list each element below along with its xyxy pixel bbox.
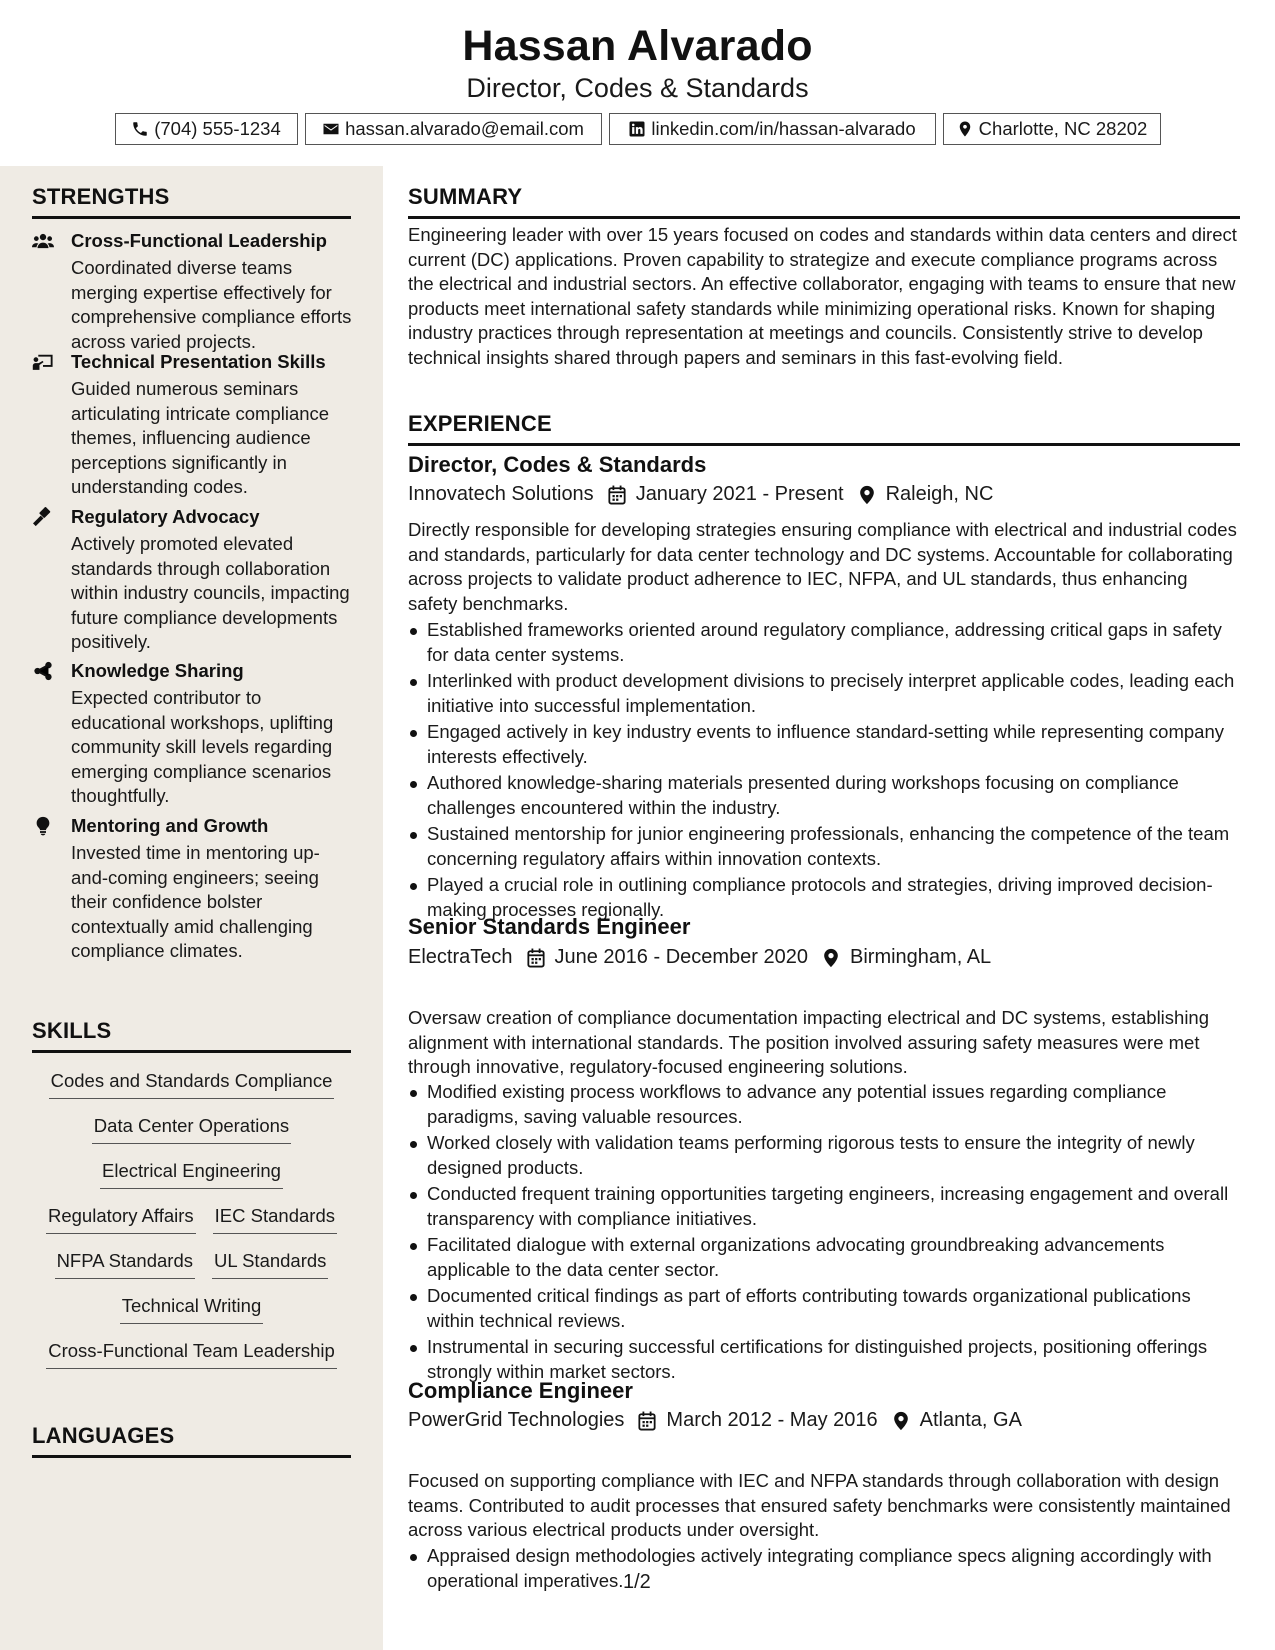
bullet-item: Appraised design methodologies actively integrating compliance specs aligning accordingly with operational imperatives. — [408, 1544, 1240, 1593]
bullet-item: Played a crucial role in outlining compliance protocols and strategies, driving improved decision-making processes regionally. — [408, 873, 1240, 922]
skills-title: SKILLS — [32, 1018, 112, 1043]
gavel-icon — [32, 507, 56, 527]
candidate-name: Hassan Alvarado — [462, 22, 813, 70]
share-icon — [32, 661, 56, 681]
map-pin-icon — [956, 120, 974, 138]
bullet-item: Sustained mentorship for junior engineering professionals, enhancing the competence of the team concerning regulatory affairs within innovation contexts. — [408, 822, 1240, 871]
contact-linkedin-text: linkedin.com/in/hassan-alvarado — [651, 118, 916, 139]
map-pin-icon — [892, 1411, 910, 1431]
job-description-visible: Oversaw creation of compliance documentation impacting electrical and DC systems, establishing alignment with international standards. The position involved assuring safety measures were met through innovative, regulatory-focused engineering solutions. — [408, 1007, 1210, 1077]
section-divider — [408, 216, 1240, 219]
job-company: Innovatech Solutions — [408, 483, 594, 505]
section-divider — [32, 216, 351, 219]
bullet-item: Facilitated dialogue with external organizations advocating groundbreaking advancements applicable to the data center sector. — [408, 1233, 1240, 1282]
resume-header — [0, 0, 1275, 166]
languages-title: LANGUAGES — [32, 1423, 175, 1448]
skill-tag: Technical Writing — [120, 1293, 264, 1324]
strength-title: Cross-Functional Leadership — [71, 230, 327, 251]
job-title: Director, Codes & Standards — [408, 452, 707, 477]
skills-section-header — [32, 1018, 351, 1053]
bullet-item: Documented critical findings as part of efforts contributing towards organizational publications within technical reviews. — [408, 1284, 1240, 1333]
bullet-item: Interlinked with product development divisions to precisely interpret applicable codes, leading each initiative into successful implementation. — [408, 669, 1240, 718]
job-bullets — [408, 1544, 1240, 1595]
strength-description: Guided numerous seminars articulating intricate compliance themes, influencing audience perceptions significantly in understanding codes. — [71, 378, 330, 497]
contact-phone[interactable] — [115, 113, 298, 145]
contact-phone-text: (704) 555-1234 — [154, 118, 281, 139]
bullet-item: Established frameworks oriented around regulatory compliance, addressing critical gaps in safety for data center systems. — [408, 618, 1240, 667]
skill-tag: Cross-Functional Team Leadership — [46, 1338, 337, 1369]
skill-tag: Data Center Operations — [92, 1113, 291, 1144]
job-title: Compliance Engineer — [408, 1378, 633, 1403]
map-pin-icon — [822, 948, 840, 968]
job-meta — [408, 1409, 1022, 1432]
languages-section-header — [32, 1423, 351, 1458]
skill-tag: NFPA Standards — [55, 1248, 195, 1279]
job-dates: January 2021 - Present — [635, 483, 844, 505]
job-meta — [408, 483, 993, 506]
users-icon — [32, 231, 56, 251]
job-bullets — [408, 1080, 1240, 1386]
sidebar — [0, 166, 383, 1650]
strength-title: Technical Presentation Skills — [71, 351, 326, 372]
bullet-item: Instrumental in securing successful certifications for distinguished projects, positioning offerings strongly within market sectors. — [408, 1335, 1240, 1384]
section-divider — [408, 443, 1240, 446]
phone-icon — [131, 120, 149, 138]
strength-description: Coordinated diverse teams merging expertise effectively for comprehensive compliance efforts across varied projects. — [71, 257, 352, 352]
summary-section-header — [408, 184, 1240, 219]
job-description: Focused on supporting compliance with IEC and NFPA standards through collaboration with design teams. Contributed to audit processes that ensured safety benchmarks were consistently maintained across various electrical products under oversight. — [408, 1470, 1231, 1540]
linkedin-icon — [628, 120, 646, 138]
contact-bar — [0, 113, 1275, 145]
contact-location-text: Charlotte, NC 28202 — [978, 118, 1148, 139]
job-bullets — [408, 618, 1240, 924]
skills-list — [32, 1068, 351, 1383]
skill-tag: Electrical Engineering — [100, 1158, 283, 1189]
job-meta — [408, 946, 991, 969]
strength-description: Actively promoted elevated standards through collaboration within industry councils, impacting future compliance developments positively. — [71, 533, 350, 652]
page-number: 1/2 — [623, 1571, 651, 1593]
contact-email-text: hassan.alvarado@email.com — [345, 118, 584, 139]
section-divider — [32, 1455, 351, 1458]
job-location: Atlanta, GA — [919, 1409, 1022, 1431]
candidate-role: Director, Codes & Standards — [466, 73, 809, 103]
contact-email[interactable] — [305, 113, 602, 145]
strength-description: Invested time in mentoring up-and-coming engineers; seeing their confidence bolster contextually amid challenging compliance climates. — [71, 842, 320, 961]
experience-section-header — [408, 411, 1240, 446]
bullet-item: Modified existing process workflows to advance any potential issues regarding compliance paradigms, saving valuable resources. — [408, 1080, 1240, 1129]
summary-text: Engineering leader with over 15 years focused on codes and standards within data centers and direct current (DC) applications. Proven capability to strategize and execute compliance programs across the electrical and industrial sectors. An effective collaborator, engaging with teams to ensure that new products meet international safety standards while minimizing operational risks. Known for shaping industry practices through representation at meetings and councils. Consistently strive to develop technical insights shared through papers and seminars in this fast-evolving field. — [408, 224, 1237, 368]
map-pin-icon — [858, 485, 876, 505]
calendar-icon — [638, 1411, 656, 1431]
job-company: ElectraTech — [408, 946, 513, 968]
job-location: Birmingham, AL — [850, 946, 992, 968]
skill-tag: Codes and Standards Compliance — [49, 1068, 335, 1099]
summary-title: SUMMARY — [408, 184, 523, 209]
strength-title: Regulatory Advocacy — [71, 506, 260, 527]
presentation-icon — [32, 352, 56, 372]
envelope-icon — [322, 120, 340, 138]
calendar-icon — [608, 485, 626, 505]
job-description: Directly responsible for developing strategies ensuring compliance with electrical and industrial codes and standards, particularly for data center technology and DC systems. Accountable for collaborating across projects to validate product adherence to IEC, NFPA, and UL standards, thus enhancing safety benchmarks. — [408, 519, 1237, 614]
skill-tag: IEC Standards — [213, 1203, 337, 1234]
strength-description: Expected contributor to educational workshops, uplifting community skill levels regarding emerging compliance scenarios thoughtfully. — [71, 687, 334, 806]
bullet-item: Engaged actively in key industry events to influence standard-setting while representing company interests effectively. — [408, 720, 1240, 769]
calendar-icon — [527, 948, 545, 968]
bullet-item: Authored knowledge-sharing materials presented during workshops focusing on compliance challenges encountered within the industry. — [408, 771, 1240, 820]
job-company: PowerGrid Technologies — [408, 1409, 625, 1431]
lightbulb-icon — [32, 816, 56, 836]
job-dates: June 2016 - December 2020 — [554, 946, 808, 968]
job-dates: March 2012 - May 2016 — [666, 1409, 878, 1431]
skill-tag: UL Standards — [212, 1248, 328, 1279]
strength-title: Mentoring and Growth — [71, 815, 269, 836]
job-title: Senior Standards Engineer — [408, 914, 691, 939]
bullet-item: Conducted frequent training opportunities targeting engineers, increasing engagement and overall transparency with compliance initiatives. — [408, 1182, 1240, 1231]
strengths-title: STRENGTHS — [32, 184, 170, 209]
contact-location — [943, 113, 1161, 145]
job-location: Raleigh, NC — [885, 483, 994, 505]
experience-title: EXPERIENCE — [408, 411, 552, 436]
section-divider — [32, 1050, 351, 1053]
bullet-item: Worked closely with validation teams performing rigorous tests to ensure the integrity of newly designed products. — [408, 1131, 1240, 1180]
skill-tag: Regulatory Affairs — [46, 1203, 196, 1234]
strength-title: Knowledge Sharing — [71, 660, 244, 681]
contact-linkedin[interactable] — [609, 113, 936, 145]
strengths-section-header — [32, 184, 351, 219]
